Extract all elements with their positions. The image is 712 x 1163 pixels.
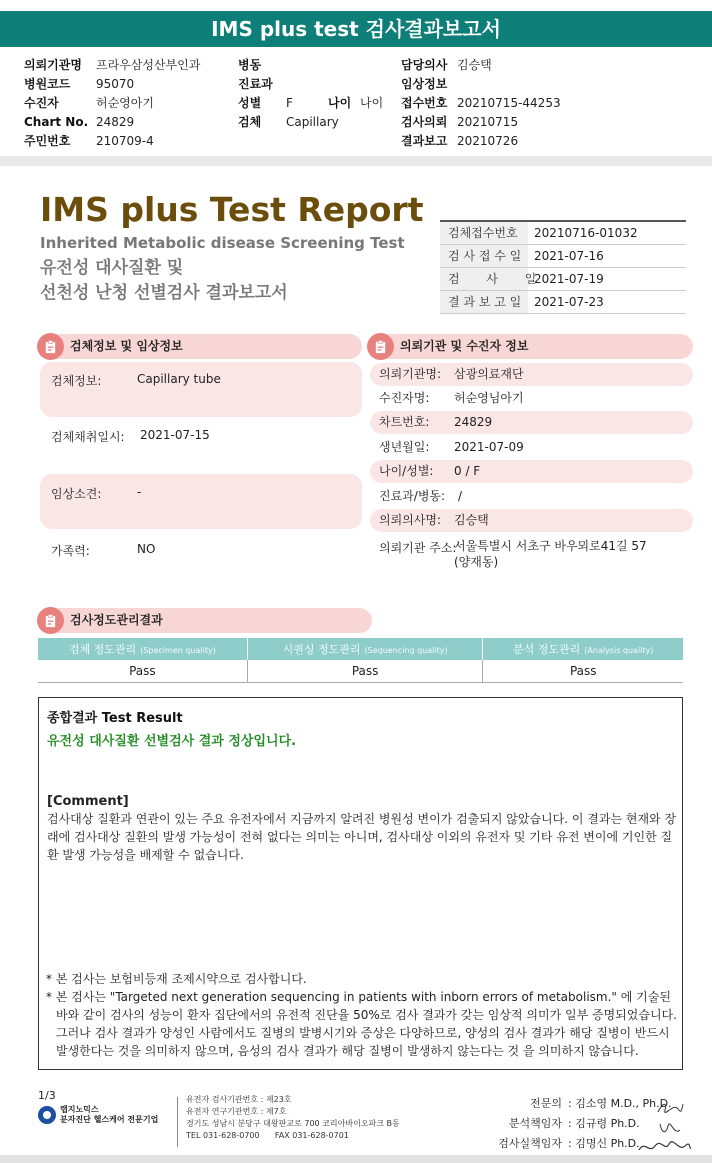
quality-table xyxy=(38,638,683,683)
institution-row xyxy=(370,485,693,508)
meta-value: 2021-07-23 xyxy=(534,295,604,309)
company-logo xyxy=(38,1105,158,1125)
result-summary: 유전성 대사질환 선별검사 결과 정상입니다. xyxy=(47,734,297,749)
report-title: IMS plus Test Report xyxy=(40,190,424,229)
meta-row xyxy=(440,291,686,314)
meta-value: 2021-07-16 xyxy=(534,249,604,263)
section-title: 의뢰기관 및 수진자 정보 xyxy=(400,339,529,353)
meta-key: 검 사 접 수 일 xyxy=(440,245,528,267)
header-value: Capillary xyxy=(286,115,339,129)
signature-1-image xyxy=(655,1098,685,1118)
header-key: 임상정보 xyxy=(401,77,448,91)
institution-row xyxy=(370,387,693,410)
report-subtitle: Inherited Metabolic disease Screening Test xyxy=(40,234,405,252)
footer-divider xyxy=(177,1097,178,1147)
lab-info xyxy=(186,1094,400,1142)
row-label: 진료과/병동: xyxy=(379,489,446,503)
institution-row xyxy=(370,509,693,532)
quality-col-header xyxy=(247,638,483,660)
family-history-label: 가족력: xyxy=(51,544,90,558)
specimen-label: 검체정보: xyxy=(51,374,102,388)
logo-line-2: 분자진단 헬스케어 전문기업 xyxy=(60,1115,159,1124)
row-label: 의뢰의사명: xyxy=(379,513,442,527)
row-value: 2021-07-09 xyxy=(454,440,524,454)
header-value: 20210715-44253 xyxy=(457,96,561,110)
header-value: F xyxy=(286,96,293,110)
clinical-label: 임상소견: xyxy=(51,487,102,501)
clipboard-icon xyxy=(37,333,64,360)
quality-header-row xyxy=(38,638,683,660)
header-value: 나이 xyxy=(360,96,384,110)
row-label: 차트번호: xyxy=(379,415,430,429)
banner-title: IMS plus test 검사결과보고서 xyxy=(0,11,712,47)
row-label: 나이/성별: xyxy=(379,464,434,478)
order-header xyxy=(0,48,712,156)
institution-row xyxy=(370,460,693,483)
row-label: 생년월일: xyxy=(379,440,430,454)
institution-section-header xyxy=(370,334,693,359)
family-history-value: NO xyxy=(137,542,156,556)
header-col-3 xyxy=(401,56,561,151)
header-key: 병동 xyxy=(238,58,262,72)
row-label: 의뢰기관명: xyxy=(379,367,442,381)
header-key: 결과보고 xyxy=(401,134,448,148)
quality-value: Pass xyxy=(247,660,483,682)
collect-date-value: 2021-07-15 xyxy=(140,428,210,442)
header-value: 210709-4 xyxy=(96,134,154,148)
meta-row xyxy=(440,245,686,268)
page-number: 1/3 xyxy=(38,1089,56,1102)
header-key: 주민번호 xyxy=(24,134,71,148)
header-key: 성별 xyxy=(238,96,262,110)
signature-3-image xyxy=(637,1138,693,1156)
specimen-info-box xyxy=(40,362,362,417)
institution-row xyxy=(370,436,693,459)
footer-bar xyxy=(0,1155,712,1163)
institution-row xyxy=(370,363,693,386)
signer-row xyxy=(492,1094,672,1114)
comment-heading: [Comment] xyxy=(47,794,129,809)
row-value: 삼광의료재단 xyxy=(454,367,524,381)
receipt-meta-table xyxy=(440,220,686,314)
row-value: 24829 xyxy=(454,415,493,429)
quality-value: Pass xyxy=(38,660,247,682)
header-key: 담당의사 xyxy=(401,58,448,72)
logo-mark-icon xyxy=(38,1106,56,1124)
note-2: * 본 검사는 "Targeted next generation sequencing in patients with inborn errors of metabolism." 에 기술된 바와 같이 검사의 성능이 환자 집단에서의 유전적 진단율 50%로 검사 결과가 갖는 임상적 의미가 일부 증명되었습니다. 그러나 검사 결과가 양성인 사람에서도 질병의 발병시기와 증상은 다양하므로, 양성의 검사 결과가 해당 질병이 반드시 발생한다는 것을 의미하지 않으며, 음성의 검사 결과가 해당 질병이 발생하지 않는다는 것 을 의미하지 않습니다. xyxy=(46,990,677,1058)
meta-key: 검 사 일 xyxy=(440,268,528,290)
row-value: / xyxy=(458,489,463,503)
comment-text: 검사대상 질환과 연관이 있는 주요 유전자에서 지금까지 알려진 병원성 변이가 검출되지 않았습니다. 이 결과는 현재와 장래에 검사대상 질환의 발생 가능성이 전혀 없다는 의미는 아니며, 검사대상 이외의 유전자 및 기타 유전 변이에 기인한 질환 발생 가능성을 배제할 수 없습니다. xyxy=(47,812,677,862)
quality-col-header xyxy=(38,638,247,660)
row-value: 김승택 xyxy=(454,513,489,527)
quality-col-header xyxy=(483,638,683,660)
quality-value: Pass xyxy=(483,660,683,682)
signer-role: 전문의 xyxy=(530,1097,562,1110)
meta-row xyxy=(440,222,686,245)
logo-line-1: 랩지노믹스 xyxy=(60,1105,99,1114)
top-banner xyxy=(0,0,712,48)
quality-value-row xyxy=(38,660,683,682)
header-key: 병원코드 xyxy=(24,77,71,91)
signer-role: 분석책임자 xyxy=(508,1117,562,1130)
footer xyxy=(0,1080,712,1163)
row-value: 허순영님아기 xyxy=(454,391,524,405)
signer-name: : 김규령 Ph.D. xyxy=(568,1117,640,1130)
clipboard-icon xyxy=(367,333,394,360)
lab-info-line: 경기도 성남시 분당구 대왕판교로 700 코리아바이오파크 B동 xyxy=(186,1119,400,1128)
meta-row xyxy=(440,268,686,291)
quality-section-header xyxy=(40,608,372,633)
signer-role: 검사실책임자 xyxy=(498,1137,562,1150)
quality-col-label: 시퀀싱 정도관리 xyxy=(282,643,361,656)
row-value: 0 / F xyxy=(454,464,481,478)
header-key: 검사의뢰 xyxy=(401,115,448,129)
quality-col-sub: (Analysis quality) xyxy=(584,646,654,655)
signer-name: : 김명신 Ph.D. xyxy=(568,1137,640,1150)
signer-name: : 김소영 M.D., Ph.D. xyxy=(568,1097,672,1110)
address-line-2: (양재동) xyxy=(454,555,499,569)
address-value xyxy=(454,538,647,570)
institution-row xyxy=(370,411,693,434)
meta-value: 2021-07-19 xyxy=(534,272,604,286)
header-value: 20210726 xyxy=(457,134,519,148)
header-key: 나이 xyxy=(328,96,352,110)
specimen-value: Capillary tube xyxy=(137,372,221,386)
collect-date-label: 검체채취일시: xyxy=(51,430,125,444)
report-title-korean-line-1: 유전성 대사질환 및 xyxy=(40,258,184,278)
lab-info-line: 유전자 검사기관번호 : 제23호 xyxy=(186,1095,292,1104)
header-value: 김승택 xyxy=(457,58,492,72)
logo-text xyxy=(60,1105,158,1125)
header-value: 허순영아기 xyxy=(96,96,154,110)
specimen-section-header xyxy=(40,334,362,359)
section-title: 검체정보 및 임상정보 xyxy=(70,339,183,353)
header-key: Chart No. xyxy=(24,115,89,129)
lab-info-line: TEL 031-628-0700 FAX 031-628-0701 xyxy=(186,1131,349,1140)
clipboard-icon xyxy=(37,607,64,634)
test-result-box xyxy=(38,697,683,1070)
signer-row xyxy=(492,1114,672,1134)
header-value: 95070 xyxy=(96,77,135,91)
header-value: 프라우삼성산부인과 xyxy=(96,58,201,72)
header-key: 의뢰기관명 xyxy=(24,58,82,72)
meta-value: 20210716-01032 xyxy=(534,226,638,240)
notes xyxy=(44,970,680,1060)
divider-bar xyxy=(0,156,712,166)
address-label: 의뢰기관 주소: xyxy=(379,541,457,555)
header-key: 진료과 xyxy=(238,77,273,91)
header-key: 접수번호 xyxy=(401,96,448,110)
result-heading: 종합결과 Test Result xyxy=(47,711,183,726)
header-col-1 xyxy=(24,56,200,151)
meta-key: 결 과 보 고 일 xyxy=(440,291,528,313)
header-value: 24829 xyxy=(96,115,135,129)
report-title-korean-line-2: 선천성 난청 선별검사 결과보고서 xyxy=(40,283,288,303)
meta-key: 검체접수번호 xyxy=(440,222,528,244)
header-key: 수진자 xyxy=(24,96,59,110)
quality-col-sub: (Sequencing quality) xyxy=(364,646,448,655)
clinical-value: - xyxy=(137,485,142,499)
header-col-2 xyxy=(238,56,383,132)
section-title: 검사정도관리결과 xyxy=(70,613,163,627)
quality-col-label: 분석 정도관리 xyxy=(513,643,581,656)
signature-2-image xyxy=(656,1120,684,1140)
address-line-1: 서울특별시 서초구 바우뫼로41길 57 xyxy=(454,539,647,553)
header-key: 검체 xyxy=(238,115,262,129)
row-label: 수진자명: xyxy=(379,391,430,405)
quality-col-label: 검체 정도관리 xyxy=(68,643,137,656)
header-value: 20210715 xyxy=(457,115,519,129)
report-title-korean xyxy=(40,256,288,306)
lab-info-line: 유전자 연구기관번호 : 제7호 xyxy=(186,1107,287,1116)
note-1: * 본 검사는 보험비등재 조제시약으로 검사합니다. xyxy=(46,972,307,986)
quality-col-sub: (Specimen quality) xyxy=(140,646,216,655)
